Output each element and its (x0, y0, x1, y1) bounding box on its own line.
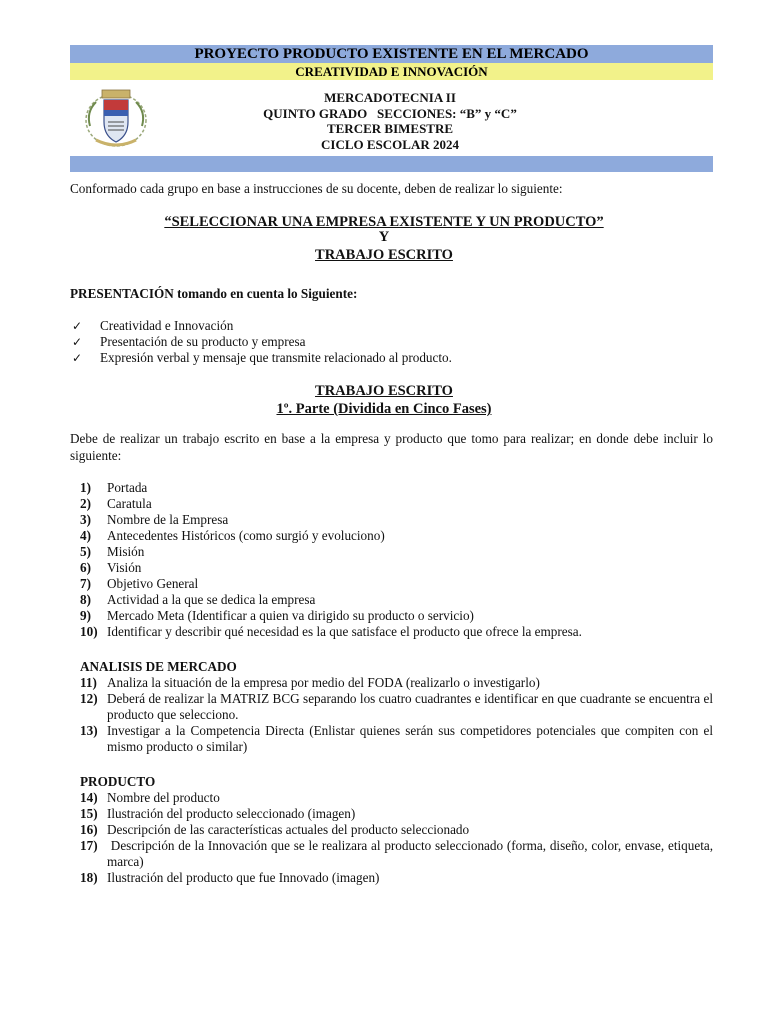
list-item: 11) Analiza la situación de la empresa por medio del FODA (realizarlo o investigarlo) (80, 675, 540, 690)
producto-section (80, 774, 717, 886)
task-block (0, 214, 768, 265)
header-bottom-bar (70, 156, 713, 172)
analisis-section (80, 659, 713, 755)
term: TERCER BIMESTRE (326, 121, 454, 136)
school-year: CICLO ESCOLAR 2024 (321, 136, 459, 152)
list-item: 8) Actividad a la que se dedica la empresa (80, 592, 316, 607)
trabajo-subtitle: 1º. Parte (Dividida en Cinco Fases) (276, 401, 492, 417)
analisis-heading: ANALISIS DE MERCADO (80, 659, 237, 674)
document-title: PROYECTO PRODUCTO EXISTENTE EN EL MERCADO (70, 45, 713, 63)
document-subtitle: CREATIVIDAD E INNOVACIÓN (70, 63, 713, 80)
check-mark-icon: ✓ (72, 351, 83, 365)
presentacion-heading: PRESENTACIÓN tomando en cuenta lo Siguiente: (70, 286, 358, 301)
header-course-info (160, 90, 620, 152)
list-item: ✓ Presentación de su producto y empresa (72, 334, 306, 349)
list-item: 9) Mercado Meta (Identificar a quien va dirigido su producto o servicio) (80, 608, 474, 623)
list-item: ✓ Expresión verbal y mensaje que transmite relacionado al producto. (72, 350, 452, 365)
check-mark-icon: ✓ (72, 335, 83, 349)
list-item: 5) Misión (80, 544, 145, 559)
list-item: 12) Deberá de realizar la MATRIZ BCG separando los cuatro cuadrantes e identificar en que cuadrante se encuentra el producto que selecciono. (80, 691, 713, 722)
list-item: 6) Visión (80, 560, 142, 575)
intro-paragraph: Conformado cada grupo en base a instrucciones de su docente, deben de realizar lo siguiente: (70, 181, 563, 196)
list-item: 7) Objetivo General (80, 576, 199, 591)
list-item: 2) Caratula (80, 496, 152, 511)
grade-sections: QUINTO GRADO SECCIONES: “B” y “C” (263, 105, 517, 121)
task-line-1: “SELECCIONAR UNA EMPRESA EXISTENTE Y UN PRODUCTO” (164, 214, 604, 230)
task-line-2: Y (378, 229, 390, 245)
list-item: 4) Antecedentes Históricos (como surgió y evoluciono) (80, 528, 385, 543)
list-item: 15) Ilustración del producto seleccionado (imagen) (80, 806, 356, 821)
presentacion-checklist (72, 318, 712, 366)
list-item: ✓ Creatividad e Innovación (72, 318, 234, 333)
school-crest-icon (80, 82, 152, 154)
list-item: 13) Investigar a la Competencia Directa (Enlistar quienes serán sus competidores potenciales que compiten con el mismo producto o similar) (80, 723, 713, 754)
list-item: 16) Descripción de las características actuales del producto seleccionado (80, 822, 470, 837)
course-name: MERCADOTECNIA II (324, 90, 456, 105)
trabajo-title: TRABAJO ESCRITO (315, 383, 453, 399)
list-item: 14) Nombre del producto (80, 790, 220, 805)
task-line-3: TRABAJO ESCRITO (315, 247, 453, 263)
requirements-list (80, 480, 713, 640)
list-item: 17) Descripción de la Innovación que se le realizara al producto seleccionado (forma, diseño, color, envase, etiqueta, marca) (80, 838, 717, 869)
list-item: 3) Nombre de la Empresa (80, 512, 229, 527)
producto-heading: PRODUCTO (80, 774, 156, 789)
list-item: 1) Portada (80, 480, 148, 495)
trabajo-intro: Debe de realizar un trabajo escrito en base a la empresa y producto que tomo para realizar; en donde debe incluir lo siguiente: (70, 431, 713, 463)
check-mark-icon: ✓ (72, 319, 83, 333)
list-item: 18) Ilustración del producto que fue Innovado (imagen) (80, 870, 380, 885)
list-item: 10) Identificar y describir qué necesidad es la que satisface el producto que ofrece la empresa. (80, 624, 582, 639)
